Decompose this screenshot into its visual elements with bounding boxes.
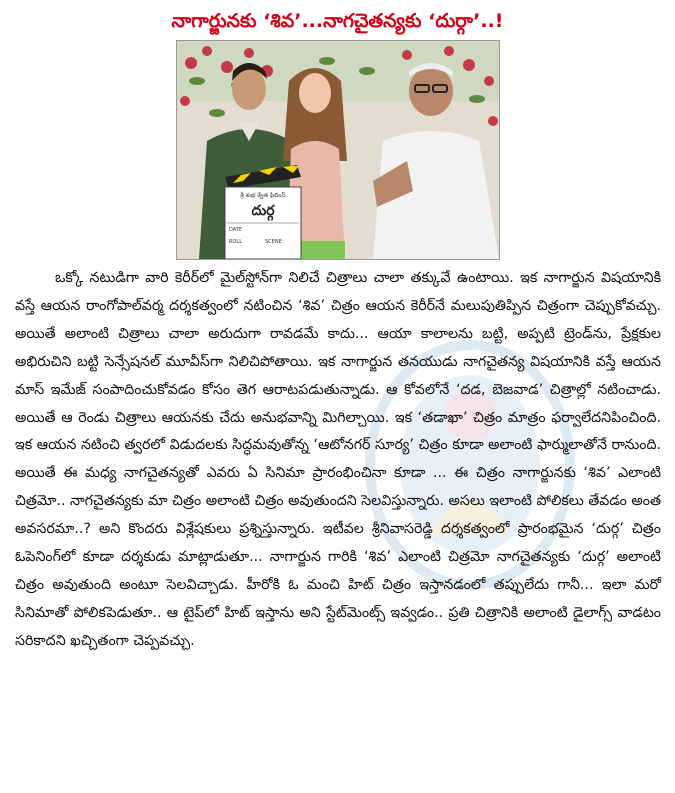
headline: నాగార్జునకు ‘శివ’...నాగచైతన్యకు ‘దుర్గా’..! <box>171 10 504 32</box>
clapboard-scene-label: SCENE <box>265 239 282 245</box>
photo-illustration <box>177 41 499 259</box>
article-body: ఒక్కో నటుడిగా వారి కెరీర్‌లో మైల్‌స్టోన్‌గా నిలిచే చిత్రాలు చాలా తక్కువే ఉంటాయి. ఇక నాగార్జున విషయానికి వస్తే ఆయన రాంగోపాల్‌వర్మ దర్శకత్వంలో నటించిన ‘శివ’ చిత్రం ఆయన కెరీర్‌నే మలుపుతిప్పిన చిత్రంగా చెప్పుకోవచ్చు. అయితే అలాంటి చిత్రాలు చాలా అరుదుగా రావడమే కాదు... ఆయా కాలాలను బట్టి, అప్పటి ట్రెండ్‌ను, ప్రేక్షకుల అభిరుచిని బట్టి సెన్సేషనల్ మూవీస్‌గా నిలిచిపోతాయి. ఇక నాగార్జున తనయుడు నాగచైతన్య విషయానికి వస్తే ఆయన మాస్ ఇమేజ్ సంపాదించుకోవడం కోసం తెగ ఆరాటపడుతున్నాడు. ఆ కోవలోనే ‘దడ, బెజవాడ’ చిత్రాల్లో నటించాడు. అయితే ఆ రెండు చిత్రాలు ఆయనకు చేదు అనుభవాన్ని మిగిల్చాయి. ఇక ‘తడాఖా’ చిత్రం మాత్రం ఫర్వాలేదనిపించింది. ఇక ఆయన నటించి త్వరలో విడుదలకు సిద్ధమవుతోన్న ‘ఆటోనగర్ సూర్య’ చిత్రం కూడా అలాంటి ఫార్ములాతోనే రానుంది. అయితే ఈ మధ్య నాగచైతన్యతో ఎవరు ఏ సినిమా ప్రారంభించినా కూడా ... ఈ చిత్రం నాగార్జునకు ‘శివ’ ఎలాంటి చిత్రమో.. నాగచైతన్యకు మా చిత్రం అలాంటి చిత్రం అవుతుందని సెలవిస్తున్నారు. అసలు ఇలాంటి పోలికలు తేవడం అంత అవసరమా..? అని కొందరు విశ్లేషకులు ప్రశ్నిస్తున్నారు. ఇటీవల శ్రీనివాసరెడ్డి దర్శకత్వంలో ప్రారంభమైన ‘దుర్గ’ చిత్రం ఓపెనింగ్‌లో కూడా దర్శకుడు మాట్లాడుతూ... నాగార్జున గారికి ‘శివ’ ఎలాంటి చిత్రమో నాగచైతన్యకు ‘దుర్గ’ అలాంటి చిత్రం అవుతుంది అంటూ సెలవిచ్చాడు. హీరోకి ఓ మంచి హిట్ చిత్రం ఇస్తానడంలో తప్పులేదు గానీ... ఇలా మరో సినిమాతో పోలికపెడుతూ.. ఆ టైప్‌లో హిట్ ఇస్తాను అని స్టేట్‌మెంట్స్ ఇవ్వడం.. ప్రతి చిత్రానికి అలాంటి డైలాగ్స్ వాడటం సరికాదని ఖచ్చితంగా చెప్పవచ్చు. <box>15 270 661 649</box>
clapboard-title: దుర్గ <box>251 203 275 219</box>
clapboard-banner: శ్రీ శుభ శ్వేత ఫిలింస్ <box>240 192 286 199</box>
clapboard-date-label: DATE <box>229 227 243 233</box>
clapboard-roll-label: ROLL <box>229 239 242 245</box>
article-photo <box>176 40 500 260</box>
